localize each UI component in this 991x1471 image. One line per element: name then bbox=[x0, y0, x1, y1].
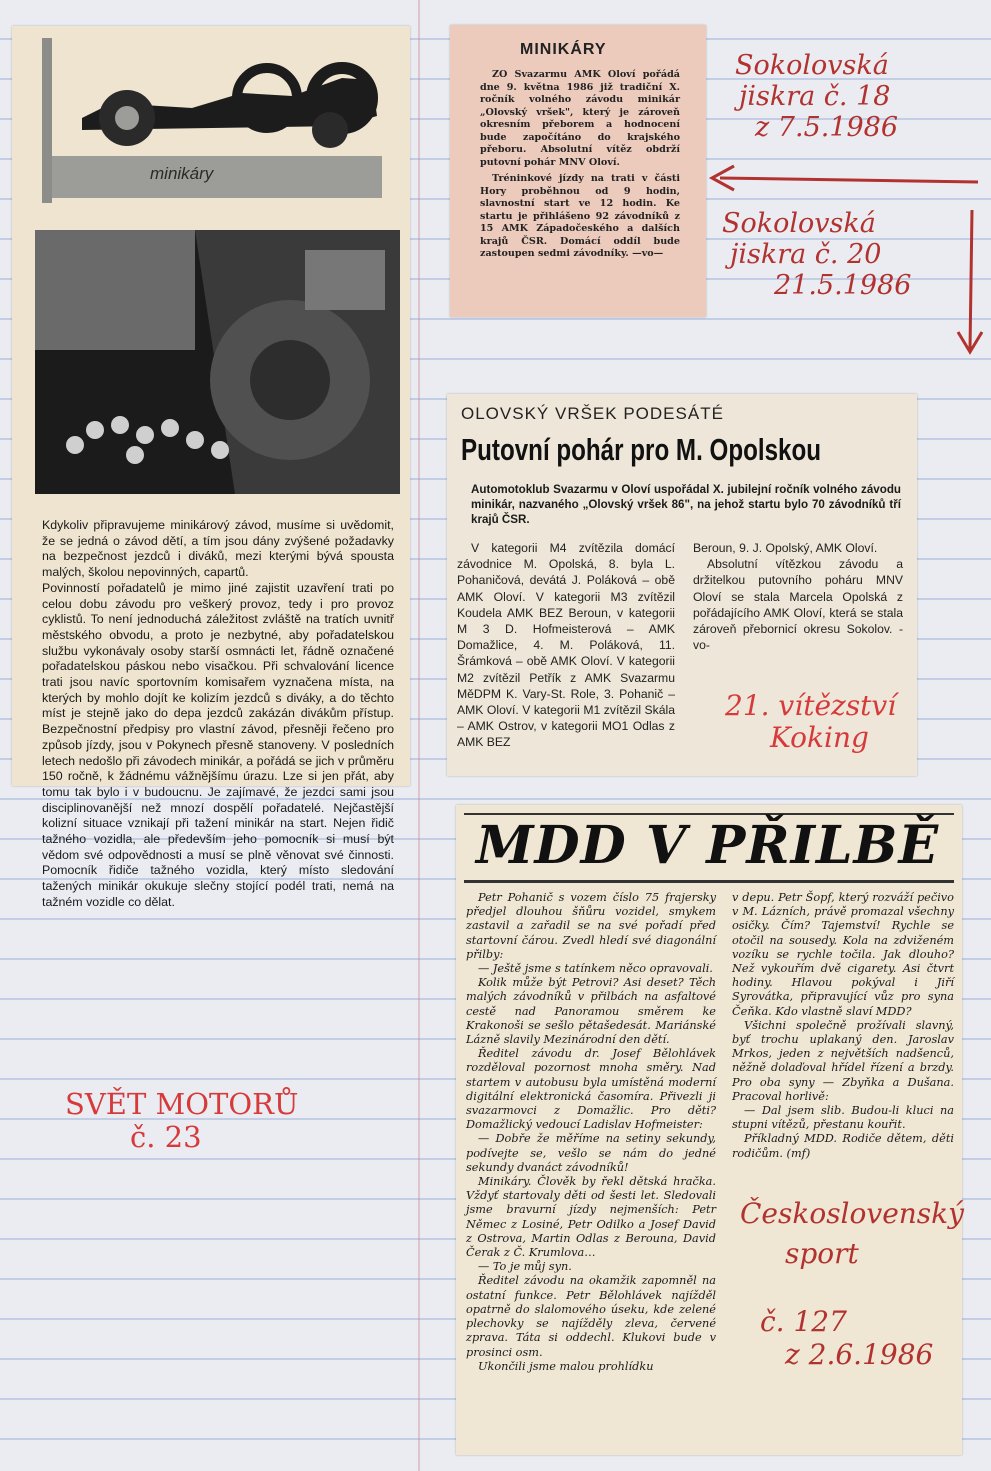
note-line: sport bbox=[785, 1237, 859, 1271]
note-line: Koking bbox=[770, 721, 869, 755]
note-line: 21.5.1986 bbox=[774, 270, 912, 302]
article-paragraph: V kategorii M4 zvítězila domácí závodnice M. Opolská, 8. byla L. Pohaničová, devátá J. Poláková – obě AMK Oloví. V kategorii M3 zvítězil Koudela AMK BEZ Beroun, v kategorii M 3 D. Hofmeisterová – AMK Domažlice, 4. M. Poláková, 11. Šrámková – obě AMK Oloví. V kategorii M2 zvítězil Petřík z AMK Svazarmu MěDPM K. Vary-St. Role, 3. Pohanič – AMK Oloví. V kategorii M1 zvítězil Skála – AMK Ostrov, v kategorii MO1 Odlas z AMK BEZ bbox=[457, 541, 675, 750]
article-paragraph: Ředitel závodu na okamžik zapomněl na ostatní funkce. Petr Bělohlávek najížděl opatrně do slalomového úseku, kde zelené plechovky se najížděly zleva, červené zprava. Táta si oddechl. Klukovi bude v prosinci osm. bbox=[466, 1274, 716, 1359]
article-paragraph: Všichni společně prožívali slavný, byť trochu uplakaný den. Jaroslav Mrkos, jeden z největších nadšenců, něžně dolaďoval hřídel řízení a brzdy. Pro oba syny — Zbyňka a Dušana. Pracoval horlivě: bbox=[732, 1018, 954, 1103]
race-photo bbox=[35, 230, 400, 494]
note-line: 21. vítězství bbox=[725, 689, 897, 722]
article-paragraph: Tréninkové jízdy na trati v části Hory proběhnou od 9 hodin, slavnostní start ve 12 hodin. Ke startu je přihlášeno 92 závodníků z 15 AMK Západočeského a dalších krajů ČSR. Domácí oddíl bude zastoupen sedmi závodníky. —vo— bbox=[480, 173, 680, 259]
article-kicker: OLOVSKÝ VRŠEK PODESÁTÉ bbox=[461, 404, 724, 423]
note-line: jiskra č. 20 bbox=[730, 239, 882, 271]
svet-motoru-clipping bbox=[12, 26, 410, 909]
svet-article-body bbox=[42, 518, 394, 911]
note-line: Sokolovská bbox=[722, 208, 876, 239]
article-column-2 bbox=[732, 891, 954, 1161]
article-paragraph: — To je můj syn. bbox=[478, 1260, 572, 1274]
note-line: Československý bbox=[740, 1197, 964, 1230]
note-line: Sokolovská bbox=[735, 50, 889, 81]
article-paragraph: Ředitel závodu dr. Josef Bělohlávek rozděloval pozornost mnoha směry. Nad startem v autobusu byla umístěná moderní digitální elektronická časomíra. Přivezli ji svazarmovci z Domažlic. Pro děti? Domažlický vedoucí Ladislav Hofmeister: bbox=[466, 1047, 716, 1132]
note-line: z 7.5.1986 bbox=[755, 112, 899, 144]
article-paragraph: Absolutní vítězkou závodu a držitelkou putovního poháru MNV Oloví se stala Marcela Opolská z pořádajícího AMK Oloví, která se stala zároveň přebornicí okresu Sokolov. -vo- bbox=[693, 557, 903, 653]
minikary-logo bbox=[42, 38, 382, 203]
title-rule bbox=[464, 880, 954, 883]
logo-caption: minikáry bbox=[150, 164, 214, 183]
article-paragraph: Kolik může být Petrovi? Asi deset? Těch malých závodníků v přilbách na asfaltové cestě nad Panoramou směrem ke Krakonoši se sešlo pětašedesát. Mariánské Lázně slavily Mezinárodní den dětí. bbox=[466, 976, 716, 1047]
note-ceskoslovensky-sport bbox=[740, 1198, 964, 1371]
article-paragraph: — Dal jsem slib. Budou-li kluci na stupni vítězů, přestanu kouřit. bbox=[732, 1104, 954, 1132]
article-paragraph: v depu. Petr Šopf, který rozváží pečivo v M. Lázních, právě promazal všechny osičky. Čím? Tajemství! Rychle se otočil na sousedy. Kola na zdviženém vozíku se rychle točila. Jak dlouho? Než vykouřím dvě cigarety. Asi čtvrt hodiny. Hlavou pokýval i Jiří Syrovátka, připravující vůz pro syna Čeňka. Kdo vlastně slaví MDD? bbox=[732, 891, 954, 1018]
article-title: MDD V PŘILBĚ bbox=[476, 815, 940, 876]
note-line: č. 127 bbox=[760, 1305, 847, 1339]
note-vitezstvi bbox=[725, 690, 896, 754]
svet-paragraph: Kdykoliv připravujeme minikárový závod, musíme si uvědomit, že se jedná o závod dětí, a tím jsou dány zvýšené požadavky na bezpečnost jezdců i diváků, mezi kterými bývá spousta malých, školou nepovinných, capartů. bbox=[42, 518, 394, 580]
article-paragraph: — Ještě jsme s tatínkem něco opravovali. bbox=[478, 962, 713, 976]
article-paragraph: Petr Pohanič s vozem číslo 75 frajersky předjel dlouhou šňůru vozidel, smykem zastavil a zařadil se na své pořadí před startovní čárou. Zvedl hledí své diagonální přilby: bbox=[466, 891, 716, 961]
svet-paragraph: Povinností pořadatelů je mimo jiné zajistit uzavření trati po celou dobu závodu pro veškerý provoz, tedy i pro provoz cyklistů. To není jednoduchá záležitost zvláště na tratích uvnitř městského obvodu, a proto je nezbytné, aby pořadatelskou službu vykonávaly osoby starší osmnácti let, řádně označené pořadatelskou páskou nebo visačkou. Při schvalování licence trati jsou navíc sportovním komisařem vyznačena místa, na kterých by mohlo dojít ke kolizím jezdců s diváky, a do těchto míst je stejně jako do depa jezdců zakázán divákům přístup. Bezpečnostní předpisy pro vlastní závod, přesněji řečeno pro způsob jízdy, jsou v Pokynech přesně stanoveny. V posledních letech nedošlo při závodech minikár, a pořádá se jich v průměru 150 ročně, k žádnému vážnějšímu úrazu. Lze si jen přát, aby tomu tak bylo i v budoucnu. Je zajímavé, že jezdci sami jsou disciplinovanější než mnozí dospělí pořadatelé. Nejčastější kolizní situace vznikají při tažení minikár na start. Nejen řidič tažného vozidla, ale především jeho pomocník si musí být vědom své odpovědnosti a musí se plně věnovat své činnosti. Pomocník řidiče tažného vozidla, který místo sledování tažených minikár okukuje slečny stojící podél trati, nemá na tažném vozidle co dělat. bbox=[42, 580, 394, 909]
note-line: SVĚT MOTORŮ bbox=[65, 1087, 299, 1121]
article-paragraph: ZO Svazarmu AMK Oloví pořádá dne 9. května 1986 již tradiční X. ročník volného závodu minikár „Olovský vršek", který je zároveň okresním přeborem a hodnocení bude započítáno do krajského přeboru. Absolutní vítěz obdrží putovní pohár MNV Oloví. bbox=[480, 69, 680, 168]
logo-band bbox=[52, 156, 382, 198]
article-column-1 bbox=[457, 540, 675, 751]
article-paragraph: Příkladný MDD. Rodiče dětem, děti rodičům. (mf) bbox=[732, 1132, 954, 1160]
article-paragraph: Minikáry. Člověk by řekl dětská hračka. Vždyť startovaly děti od šesti let. Sledovali jsme bravurní jízdy nejmenších: Petr Němec z Losiné, Petr Odilko a Josef David z Ostrova, Martin Odlas z Berouna, David Čerak z Č. Krumlova… bbox=[466, 1175, 716, 1260]
article-paragraph: Ukončili jsme malou prohlídku bbox=[478, 1359, 654, 1373]
article-title: Putovní pohár pro M. Opolskou bbox=[461, 432, 822, 467]
article-lead: Automotoklub Svazarmu v Oloví uspořádal X. jubilejní ročník volného závodu minikár, nazvaného „Olovský vršek 86", na jehož startu bylo 70 závodníků tří krajů ČSR. bbox=[471, 483, 901, 526]
note-sokolovska-20 bbox=[722, 208, 911, 301]
article-column-1 bbox=[466, 891, 716, 1374]
article-column-2 bbox=[693, 540, 903, 653]
sokolovska-jiskra-clipping bbox=[450, 25, 706, 317]
article-body bbox=[480, 69, 680, 265]
article-paragraph: — Dobře že měříme na setiny sekundy, podívejte se, vešlo se nám do jedné sekundy dvanáct závodníků! bbox=[466, 1132, 716, 1174]
note-svet-motoru bbox=[65, 1088, 298, 1155]
note-line: jiskra č. 18 bbox=[739, 81, 891, 113]
note-line: z 2.6.1986 bbox=[785, 1337, 934, 1371]
note-sokolovska-18 bbox=[735, 50, 898, 143]
note-line: č. 23 bbox=[130, 1120, 202, 1155]
article-heading: MINIKÁRY bbox=[520, 41, 607, 58]
article-paragraph: Beroun, 9. J. Opolský, AMK Oloví. bbox=[693, 541, 878, 555]
